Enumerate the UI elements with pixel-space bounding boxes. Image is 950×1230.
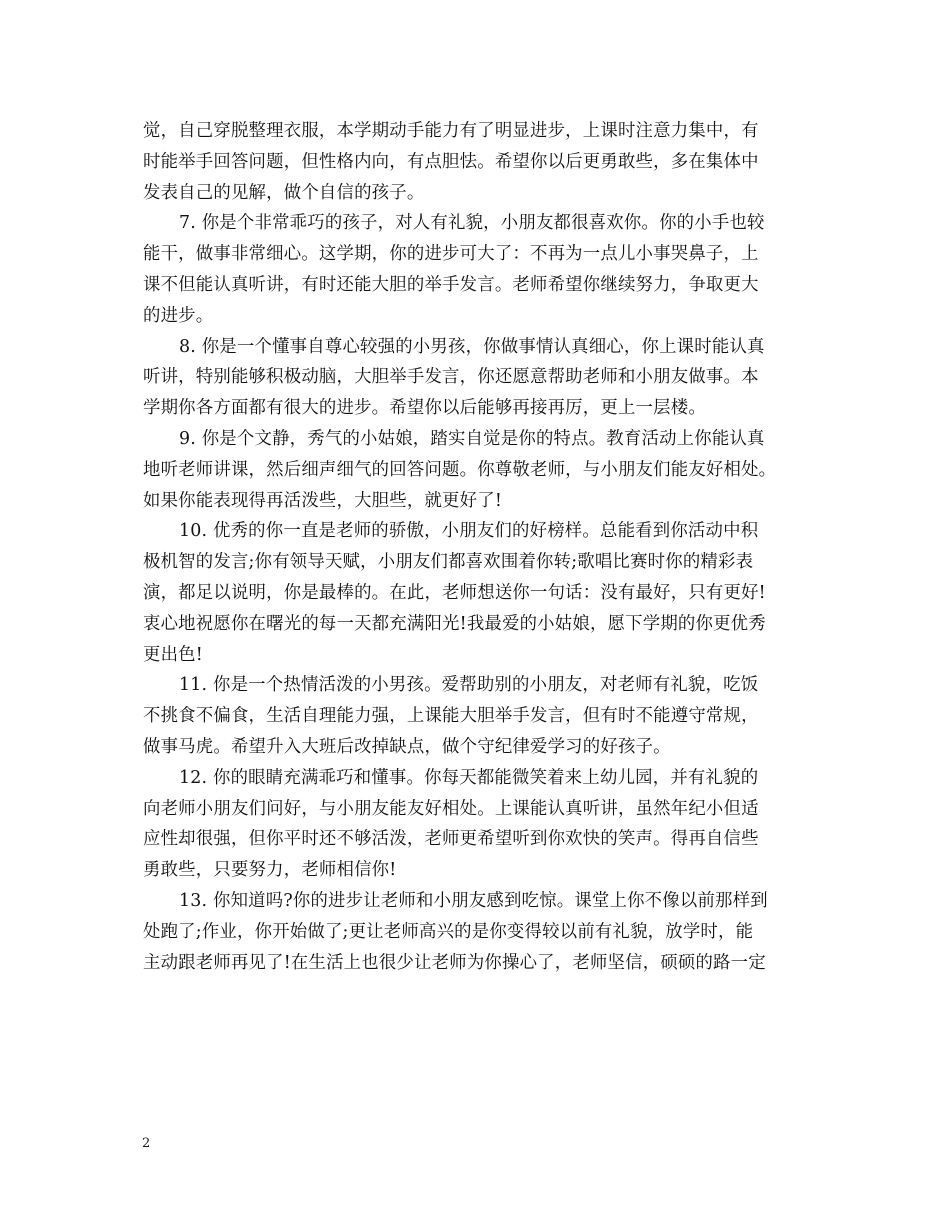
text-line: 听讲，特别能够积极动脑，大胆举手发言，你还愿意帮助老师和小朋友做事。本	[143, 367, 759, 388]
text-line: 向老师小朋友们问好，与小朋友能友好相处。上课能认真听讲，虽然年纪小但适	[143, 798, 759, 819]
text-line: 的进步。	[143, 305, 214, 326]
text-line: 如果你能表现得再活泼些，大胆些，就更好了!	[143, 490, 503, 511]
text-line: 勇敢些，只要努力，老师相信你!	[143, 860, 397, 881]
text-line: 主动跟老师再见了!在生活上也很少让老师为你操心了，老师坚信，硕硕的路一定	[143, 952, 766, 973]
paragraph-continuation	[143, 116, 823, 208]
text-line: 处跑了;作业，你开始做了;更让老师高兴的是你变得较以前有礼貌，放学时，能	[143, 921, 754, 942]
text-line: 不挑食不偏食，生活自理能力强，上课能大胆举手发言，但有时不能遵守常规，	[143, 706, 759, 727]
paragraph-9	[143, 424, 823, 516]
text-line: 极机智的发言;你有领导天赋，小朋友们都喜欢围着你转;歌唱比赛时你的精彩表	[143, 552, 754, 573]
paragraph-7	[143, 208, 823, 331]
text-line: 应性却很强，但你平时还不够活泼，老师更希望听到你欢快的笑声。得再自信些	[143, 829, 759, 850]
text-line: 10. 优秀的你一直是老师的骄傲，小朋友们的好榜样。总能看到你活动中积	[179, 521, 759, 542]
text-line: 衷心地祝愿你在曙光的每一天都充满阳光!我最爱的小姑娘，愿下学期的你更优秀	[143, 613, 766, 634]
text-line: 演，都足以说明，你是最棒的。在此，老师想送你一句话：没有最好，只有更好!	[143, 582, 766, 603]
text-line: 时能举手回答问题，但性格内向，有点胆怯。希望你以后更勇敢些，多在集体中	[143, 151, 759, 172]
text-line: 能干，做事非常细心。这学期，你的进步可大了：不再为一点儿小事哭鼻子，上	[143, 244, 759, 265]
text-line: 7. 你是个非常乖巧的孩子，对人有礼貌，小朋友都很喜欢你。你的小手也较	[179, 213, 765, 234]
paragraph-10	[143, 516, 823, 670]
text-line: 做事马虎。希望升入大班后改掉缺点，做个守纪律爱学习的好孩子。	[143, 736, 671, 757]
document-body	[143, 116, 823, 978]
text-line: 12. 你的眼睛充满乖巧和懂事。你每天都能微笑着来上幼儿园，并有礼貌的	[179, 767, 759, 788]
paragraph-8	[143, 332, 823, 424]
page-number: 2	[142, 1136, 151, 1151]
text-line: 发表自己的见解，做个自信的孩子。	[143, 182, 425, 203]
text-line: 更出色!	[143, 644, 203, 665]
paragraph-12	[143, 763, 823, 886]
text-line: 觉，自己穿脱整理衣服，本学期动手能力有了明显进步，上课时注意力集中，有	[143, 121, 759, 141]
paragraph-13	[143, 886, 823, 978]
text-line: 学期你各方面都有很大的进步。希望你以后能够再接再厉，更上一层楼。	[143, 398, 706, 419]
text-line: 课不但能认真听讲，有时还能大胆的举手发言。老师希望你继续努力，争取更大	[143, 274, 759, 295]
text-line: 9. 你是个文静，秀气的小姑娘，踏实自觉是你的特点。教育活动上你能认真	[179, 428, 765, 449]
text-line: 13. 你知道吗?你的进步让老师和小朋友感到吃惊。课堂上你不像以前那样到	[179, 890, 768, 911]
paragraph-11	[143, 670, 823, 762]
text-line: 地听老师讲课，然后细声细气的回答问题。你尊敬老师，与小朋友们能友好相处。	[143, 459, 777, 480]
text-line: 8. 你是一个懂事自尊心较强的小男孩，你做事情认真细心，你上课时能认真	[179, 336, 765, 357]
text-line: 11. 你是一个热情活泼的小男孩。爱帮助别的小朋友，对老师有礼貌，吃饭	[179, 675, 759, 696]
